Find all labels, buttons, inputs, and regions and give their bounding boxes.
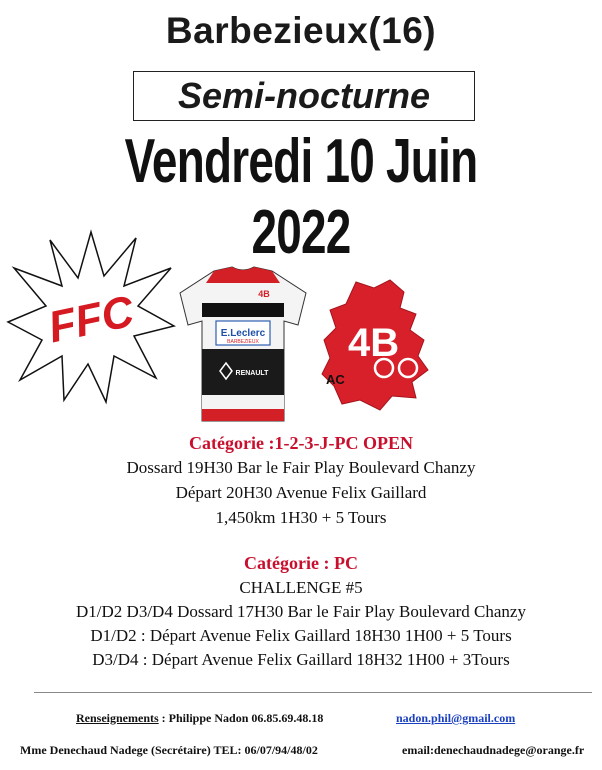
footer-divider (34, 692, 592, 693)
club-logo (320, 278, 432, 412)
category-title-pc: Catégorie : PC (244, 553, 358, 573)
pc-line-4: D3/D4 : Départ Avenue Felix Gaillard 18H32 1H00 + 3Tours (92, 650, 510, 669)
info-line (76, 711, 323, 726)
team-jersey (176, 263, 310, 425)
open-line-2: Départ 20H30 Avenue Felix Gaillard (175, 483, 427, 502)
secretary-email: email:denechaudnadege@orange.fr (402, 743, 585, 757)
ffc-text: FFC (44, 286, 138, 353)
open-line-1: Dossard 19H30 Bar le Fair Play Boulevard Chanzy (126, 458, 476, 477)
club-map-logo-icon (320, 278, 432, 412)
pc-line-2: D1/D2 D3/D4 Dossard 17H30 Bar le Fair Play Boulevard Chanzy (76, 602, 526, 621)
info-label: Renseignements (76, 711, 159, 725)
subtitle-box (133, 71, 475, 121)
club-logo-number: 4B (348, 321, 400, 365)
cycling-jersey-icon (176, 263, 310, 425)
secretary-contact: Mme Denechaud Nadege (Secrétaire) TEL: 06/07/94/48/02 (20, 743, 318, 757)
event-title: Barbezieux(16) (165, 10, 437, 51)
pc-line-1: CHALLENGE #5 (239, 578, 363, 597)
jersey-sponsor2: RENAULT (235, 370, 269, 377)
open-line-3: 1,450km 1H30 + 5 Tours (215, 508, 387, 527)
category-title-open: Catégorie :1-2-3-J-PC OPEN (189, 433, 413, 453)
info-email-link[interactable]: nadon.phil@gmail.com (396, 711, 516, 725)
event-date: Vendredi 10 Juin 2022 (124, 127, 478, 267)
info-contact: : Philippe Nadon 06.85.69.48.18 (158, 711, 324, 725)
pc-line-3: D1/D2 : Départ Avenue Felix Gaillard 18H30 1H00 + 5 Tours (90, 626, 512, 645)
jersey-sponsor: E.Leclerc (220, 328, 266, 339)
ffc-badge (6, 228, 176, 406)
event-subtitle: Semi-nocturne (177, 75, 431, 116)
starburst-icon (6, 228, 176, 406)
club-logo-text: AC (326, 372, 345, 387)
jersey-sponsor-sub: BARBEZIEUX (227, 339, 259, 345)
jersey-brand: 4B (258, 289, 270, 299)
